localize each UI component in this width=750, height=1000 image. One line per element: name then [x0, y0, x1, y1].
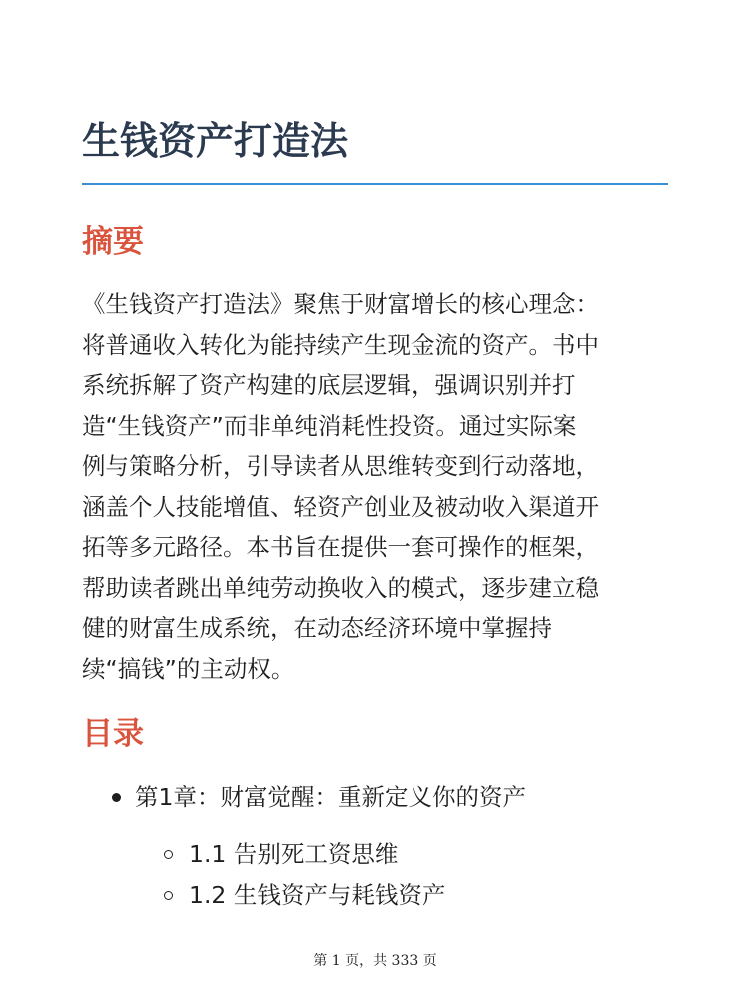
page-number-footer: 第 1 页，共 333 页: [313, 953, 437, 969]
toc-section-label: 1.2 生钱资产与耗钱资产: [189, 881, 446, 909]
bullet-circle-icon: [164, 891, 173, 900]
summary-line: 续“搞钱”的主动权。: [82, 654, 295, 683]
summary-line: 造“生钱资产”而非单纯消耗性投资。通过实际案: [82, 411, 577, 440]
toc-chapter-label: 第1章：财富觉醒：重新定义你的资产: [135, 783, 526, 811]
summary-paragraph: [82, 284, 672, 689]
summary-line: 帮助读者跳出单纯劳动换收入的模式，逐步建立稳: [82, 573, 599, 602]
toc-chapter-1[interactable]: [135, 781, 526, 813]
bullet-disc-icon: [112, 793, 121, 802]
summary-line: 《生钱资产打造法》聚焦于财富增长的核心理念：: [82, 290, 599, 318]
document-title: 生钱资产打造法: [82, 119, 349, 163]
title-divider: [82, 183, 668, 185]
summary-line: 涵盖个人技能增值、轻资产创业及被动收入渠道开: [82, 492, 599, 521]
summary-line: 将普通收入转化为能持续产生现金流的资产。书中: [82, 330, 599, 359]
bullet-circle-icon: [164, 850, 173, 859]
toc-section-label: 1.1 告别死工资思维: [189, 840, 399, 868]
summary-line: 健的财富生成系统，在动态经济环境中掌握持: [82, 614, 552, 642]
summary-heading: 摘要: [82, 224, 144, 260]
toc-section-1-1[interactable]: [189, 838, 398, 870]
toc-section-1-2[interactable]: [189, 879, 445, 911]
summary-line: 系统拆解了资产构建的底层逻辑，强调识别并打: [82, 371, 576, 399]
summary-line: 例与策略分析，引导读者从思维转变到行动落地，: [82, 452, 599, 480]
toc-heading: 目录: [82, 716, 144, 752]
summary-line: 拓等多元路径。本书旨在提供一套可操作的框架，: [82, 533, 599, 561]
